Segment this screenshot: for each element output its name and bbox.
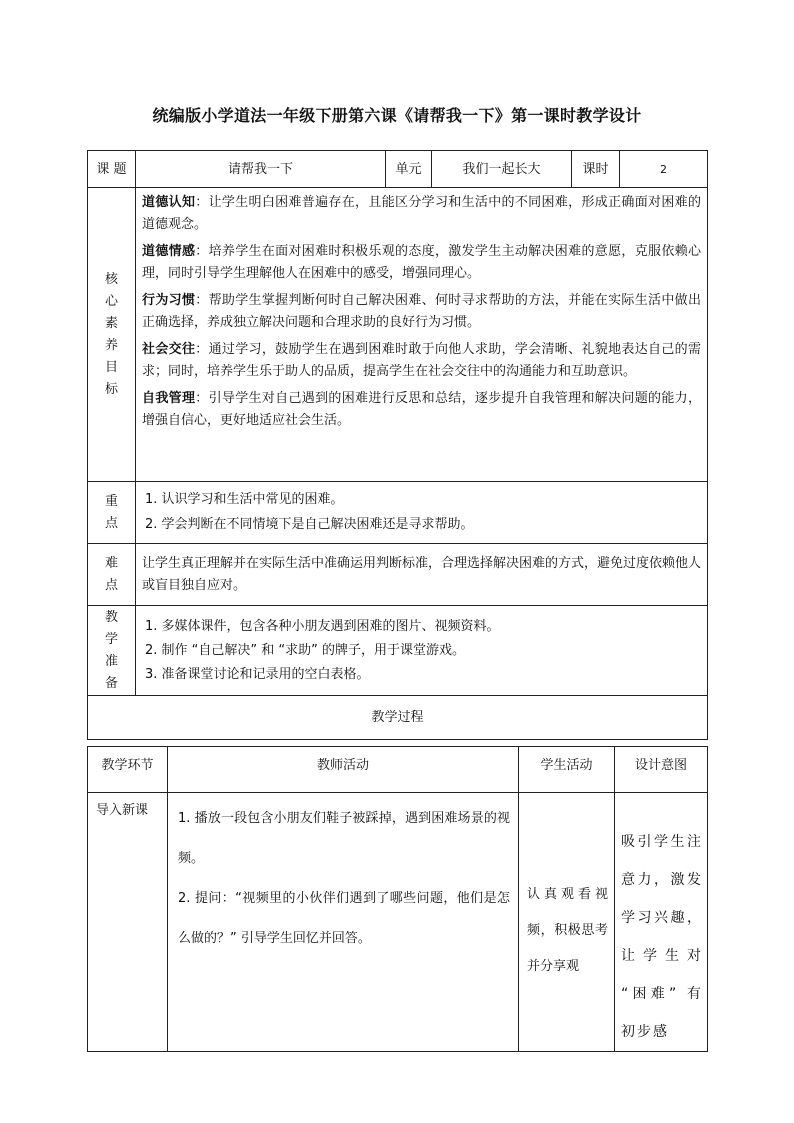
teacher-activity-item: 1. 播放一段包含小朋友们鞋子被踩掉，遇到困难场景的视频。 [178,811,510,866]
process-title: 教学过程 [88,696,708,740]
core-item-text: ：培养学生在面对困难时积极乐观的态度，激发学生主动解决困难的意愿，克服依赖心理，同时引导学生理解他人在困难中的感受，增强同理心。 [142,244,701,281]
core-item [136,388,707,432]
key-points-content [136,482,708,544]
prep-item: 2. 制作 “自己解决” 和 “求助” 的牌子，用于课堂游戏。 [145,643,466,658]
period-value: 2 [620,151,708,188]
unit-label: 单元 [386,151,432,188]
core-item-text: ：通过学习，鼓励学生在遇到困难时敢于向他人求助，学会清晰、礼貌地表达自己的需求；同时，培养学生乐于助人的品质，提高学生在社会交往中的沟通能力和互助意识。 [142,342,701,379]
prep-item: 3. 准备课堂讨论和记录用的空白表格。 [145,667,370,682]
prep-label-line: 准 备 [104,653,124,691]
period-label: 课时 [572,151,620,188]
col-header-stage: 教学环节 [88,747,168,793]
student-activity-cell: 认真观看视频，积极思考并分享观 [519,793,615,1052]
core-item-head: 社会交往 [142,342,196,357]
core-label-line: 核 心 [104,271,124,309]
document-title: 统编版小学道法一年级下册第六课《请帮我一下》第一课时教学设计 [152,106,642,125]
core-item-head: 道德情感 [142,244,196,259]
teacher-activity-cell [168,793,519,1052]
teacher-activity-item: 2. 提问：“视频里的小伙伴们遇到了哪些问题，他们是怎么做的？” 引导学生回忆并回答。 [178,891,510,946]
core-item-head: 自我管理 [142,391,196,406]
key-point-item: 2. 学会判断在不同情境下是自己解决困难还是寻求帮助。 [145,517,474,532]
col-header-intent: 设计意图 [615,747,708,793]
topic-label: 课 题 [88,151,136,188]
key-point-item: 1. 认识学习和生活中常见的困难。 [145,492,344,507]
core-item-head: 道德认知 [142,195,196,210]
teaching-process-table [87,746,708,1052]
difficulty-label: 难 点 [88,544,136,606]
key-points-label: 重 点 [88,482,136,544]
core-item [136,192,707,236]
col-header-student: 学生活动 [519,747,615,793]
core-item [136,290,707,334]
unit-value: 我们一起长大 [432,151,572,188]
topic-value: 请帮我一下 [136,151,386,188]
core-item-text: ：帮助学生掌握判断何时自己解决困难、何时寻求帮助的方法，并能在实际生活中做出正确选择，养成独立解决问题和合理求助的良好行为习惯。 [142,293,701,330]
table-row [88,793,708,1052]
prep-label-line: 教 学 [104,609,124,647]
difficulty-text: 让学生真正理解并在实际生活中准确运用判断标准，合理选择解决困难的方式，避免过度依赖他人或盲目独自应对。 [142,555,702,593]
core-item-text: ：让学生明白困难普遍存在，且能区分学习和生活中的不同困难，形成正确面对困难的道德观念。 [142,195,701,232]
design-intent-cell: 吸引学生注意力，激发学习兴趣，让学生对 “困难” 有初步感 [615,793,708,1052]
prep-label [88,606,136,696]
lesson-info-table [87,150,708,740]
col-header-teacher: 教师活动 [168,747,519,793]
difficulty-content [136,544,708,606]
prep-item: 1. 多媒体课件，包含各种小朋友遇到困难的图片、视频资料。 [145,619,500,634]
core-label-line: 目 标 [104,359,124,397]
core-goals-label [88,188,136,482]
stage-cell: 导入新课 [88,793,168,1052]
core-goals-content [136,188,708,482]
core-item [136,339,707,383]
core-item [136,241,707,285]
prep-content [136,606,708,696]
core-item-head: 行为习惯 [142,293,196,308]
core-label-line: 素 养 [104,315,124,353]
core-item-text: ：引导学生对自己遇到的困难进行反思和总结，逐步提升自我管理和解决问题的能力，增强自信心，更好地适应社会生活。 [142,391,701,428]
